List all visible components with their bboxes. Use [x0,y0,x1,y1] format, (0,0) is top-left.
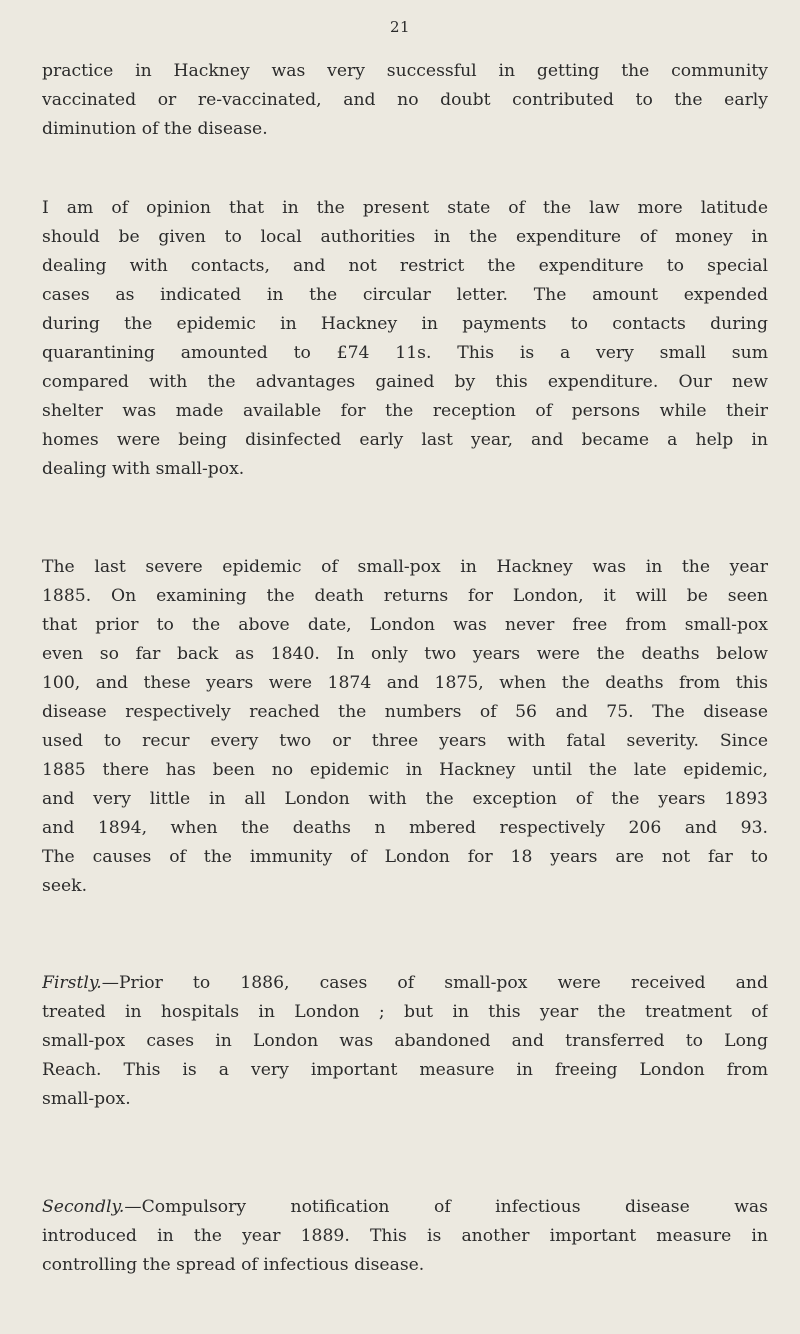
text-line: shelter was made available for the reception of persons while their [42,401,768,421]
text-line: diminution of the disease. [42,119,268,139]
text-line: The last severe epidemic of small-pox in Hackney was in the year [42,557,768,577]
text-line: cases as indicated in the circular letter. The amount expended [42,285,768,305]
paragraph-1 [42,57,768,144]
text-line: even so far back as 1840. In only two years were the deaths below [42,644,768,664]
text-line: Reach. This is a very important measure in freeing London from [42,1060,768,1080]
text-line: small-pox cases in London was abandoned and transferred to Long [42,1031,768,1051]
text-line: The causes of the immunity of London for 18 years are not far to [42,847,768,867]
text-line: small-pox. [42,1089,131,1109]
text-line [42,1193,768,1222]
text-line: dealing with contacts, and not restrict the expenditure to special [42,256,768,276]
text-fragment: —Prior to 1886, cases of small-pox were received and [101,973,768,993]
paragraph-2 [42,194,768,484]
text-fragment: —Compulsory notification of infectious disease was [124,1197,768,1217]
text-line: during the epidemic in Hackney in payments to contacts during [42,314,768,334]
text-line: 100, and these years were 1874 and 1875, when the deaths from this [42,673,768,693]
text-line: 1885. On examining the death returns for London, it will be seen [42,586,768,606]
text-line: quarantining amounted to £74 11s. This is a very small sum [42,343,768,363]
text-line: controlling the spread of infectious disease. [42,1255,425,1275]
text-line [42,969,768,998]
text-line: practice in Hackney was very successful in getting the community [42,61,768,81]
text-line: seek. [42,876,88,896]
text-line: dealing with small-pox. [42,459,245,479]
text-line: should be given to local authorities in the expenditure of money in [42,227,768,247]
paragraph-firstly [42,969,768,1114]
text-line: treated in hospitals in London ; but in this year the treatment of [42,1002,768,1022]
text-line: I am of opinion that in the present state of the law more latitude [42,198,768,218]
text-line: compared with the advantages gained by this expenditure. Our new [42,372,768,392]
text-line: and 1894, when the deaths n mbered respectively 206 and 93. [42,818,768,838]
text-line: vaccinated or re-vaccinated, and no doubt contributed to the early [42,90,768,110]
page-number: 21 [389,18,411,36]
text-line: 1885 there has been no epidemic in Hackney until the late epidemic, [42,760,768,780]
paragraph-3 [42,553,768,901]
paragraph-lead-firstly: Firstly. [42,973,102,993]
text-line: used to recur every two or three years with fatal severity. Since [42,731,768,751]
paragraph-lead-secondly: Secondly. [42,1197,125,1217]
text-line: homes were being disinfected early last year, and became a help in [42,430,768,450]
text-line: disease respectively reached the numbers of 56 and 75. The disease [42,702,768,722]
paragraph-secondly [42,1193,768,1280]
text-line: that prior to the above date, London was never free from small-pox [42,615,768,635]
text-line: introduced in the year 1889. This is another important measure in [42,1226,768,1246]
text-line: and very little in all London with the exception of the years 1893 [42,789,768,809]
